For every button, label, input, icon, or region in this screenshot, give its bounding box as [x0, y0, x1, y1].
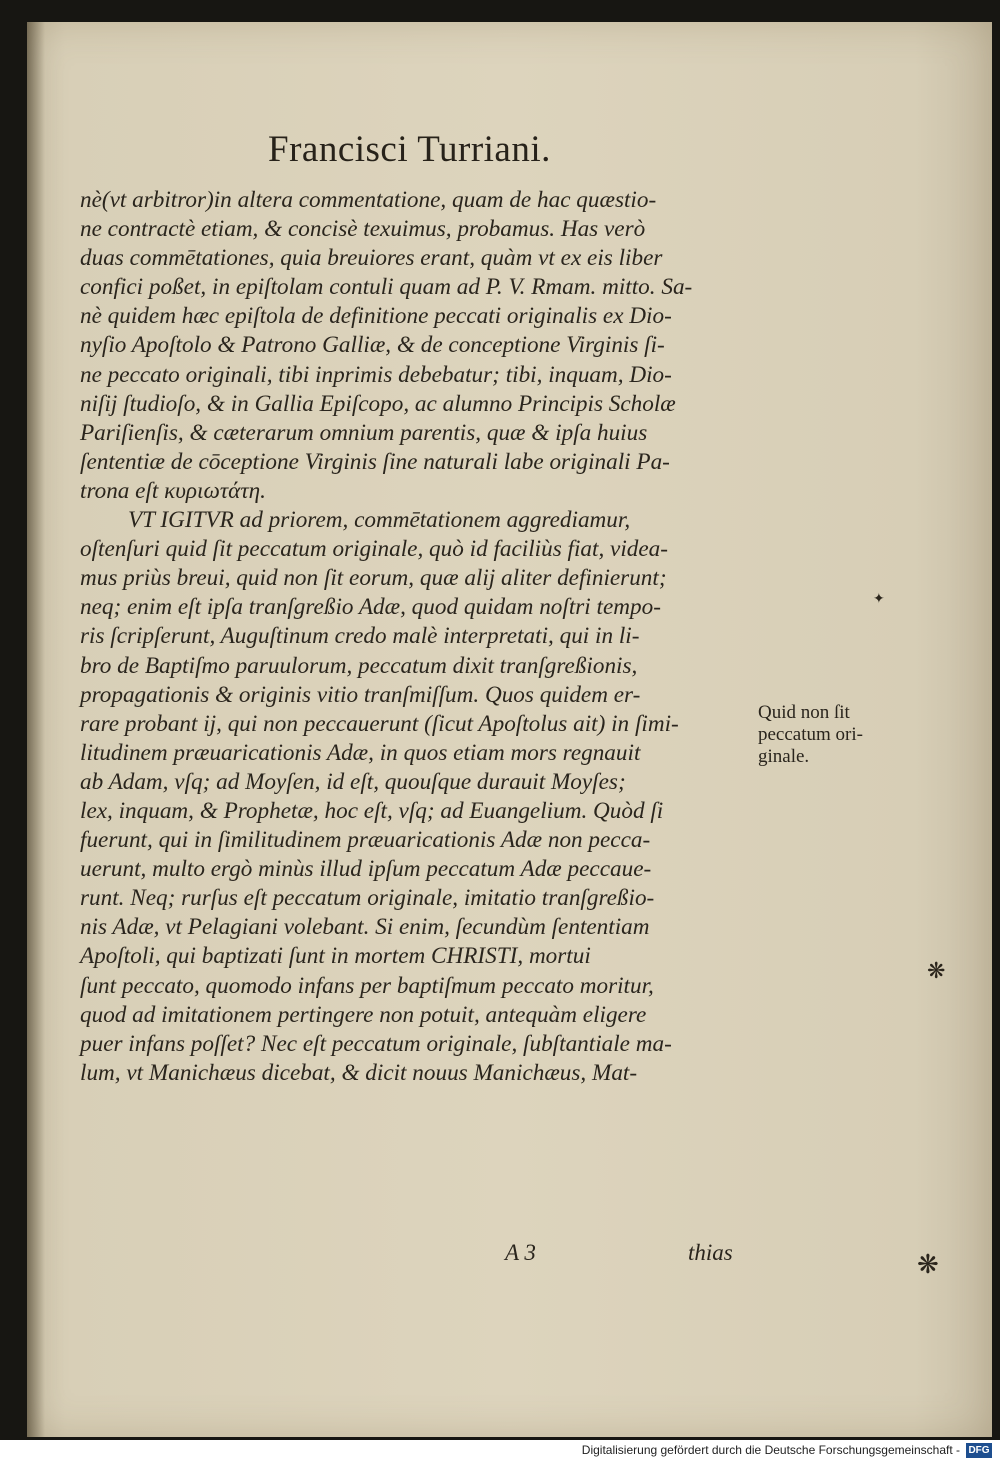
text-line: nis Adæ, vt Pelagiani volebant. Si enim, ſecundùm ſententiam — [80, 914, 650, 941]
footer-credit: Digitalisierung gefördert durch die Deutsche Forschungsgemeinschaft - — [581, 1443, 960, 1457]
printers-ornament-icon: ❋ — [927, 958, 946, 983]
text-line: duas commētationes, quia breuiores erant, quàm vt ex eis liber — [80, 245, 663, 272]
text-line: ne peccato originali, tibi inprimis debebatur; tibi, inquam, Dio- — [80, 361, 672, 388]
text-line: quod ad imitationem pertingere non potuit, antequàm eligere — [80, 1001, 647, 1028]
text-line: lex, inquam, & Prophetæ, hoc eſt, vſq; ad Euangelium. Quòd ſi — [80, 797, 664, 824]
text-line: lum, vt Manichæus dicebat, & dicit nouus Manichæus, Mat- — [80, 1059, 638, 1086]
text-line: ſunt peccato, quomodo infans per baptiſmum peccato moritur, — [80, 972, 654, 999]
text-line: ſententiæ de cōceptione Virginis ſine naturali labe originali Pa- — [80, 448, 670, 475]
running-head: Francisci Turriani. — [268, 129, 551, 170]
text-line: trona eſt κυριωτάτη. — [80, 477, 266, 504]
text-line: oſtenſuri quid ſit peccatum originale, quò id faciliùs fiat, videa- — [80, 536, 668, 563]
text-line: ris ſcripſerunt, Auguſtinum credo malè interpretati, qui in li- — [80, 623, 640, 650]
text-line: puer infans poſſet? Nec eſt peccatum originale, ſubſtantiale ma- — [80, 1030, 672, 1057]
text-line: nè(vt arbitror)in altera commentatione, quam de hac quæstio- — [80, 187, 657, 213]
text-line: fuerunt, qui in ſimilitudinem præuaricationis Adæ non pecca- — [80, 827, 651, 854]
text-line: Pariſienſis, & cæterarum omnium parentis, quæ & ipſa huius — [80, 419, 648, 446]
gutter-shadow — [27, 22, 45, 1437]
text-line: nè quidem hæc epiſtola de definitione peccati originalis ex Dio- — [80, 303, 672, 330]
margin-note-line: peccatum ori- — [758, 724, 863, 745]
text-line: bro de Baptiſmo paruulorum, peccatum dixit tranſgreßionis, — [80, 652, 638, 679]
margin-note-line: ginale. — [758, 746, 810, 767]
text-line: neq; enim eſt ipſa tranſgreßio Adæ, quod quidam noſtri tempo- — [80, 594, 661, 621]
text-line: litudinem præuaricationis Adæ, in quos etiam mors regnauit — [80, 739, 641, 766]
text-line: ne contractè etiam, & concisè texuimus, probamus. Has verò — [80, 216, 646, 243]
text-line: runt. Neq; rurſus eſt peccatum originale, imitatio tranſgreßio- — [80, 885, 655, 912]
text-line: Apoſtoli, qui baptizati ſunt in mortem CHRISTI, mortui — [80, 943, 591, 970]
dfg-logo-icon: DFG — [966, 1443, 992, 1458]
catchword: thias — [688, 1240, 733, 1265]
paragraph-start-line: VT IGITVR ad priorem, commētationem aggrediamur, — [128, 507, 631, 534]
text-line: nyſio Apoſtolo & Patrono Galliæ, & de conceptione Virginis ſi- — [80, 332, 665, 359]
text-line: confici poßet, in epiſtolam contuli quam ad P. V. Rmam. mitto. Sa- — [80, 274, 693, 301]
text-line: niſij ſtudioſo, & in Gallia Epiſcopo, ac alumno Principis Scholæ — [80, 390, 676, 417]
body-text — [80, 186, 765, 1088]
margin-note-line: Quid non ſit — [758, 702, 850, 723]
text-line: uerunt, multo ergò minùs illud ipſum peccatum Adæ peccaue- — [80, 856, 652, 883]
text-line: mus priùs breui, quid non ſit eorum, quæ alij aliter definierunt; — [80, 565, 667, 592]
text-line: ab Adam, vſq; ad Moyſen, id eſt, quouſque durauit Moyſes; — [80, 768, 626, 795]
printers-ornament-icon: ❋ — [917, 1250, 939, 1279]
printers-ornament-icon: ✦ — [873, 592, 885, 607]
text-line: propagationis & originis vitio tranſmiſſum. Quos quidem er- — [80, 681, 641, 708]
text-line: rare probant ij, qui non peccauerunt (ſicut Apoſtolus ait) in ſimi- — [80, 710, 679, 737]
margin-note — [758, 702, 888, 768]
signature-mark: A 3 — [505, 1240, 536, 1265]
